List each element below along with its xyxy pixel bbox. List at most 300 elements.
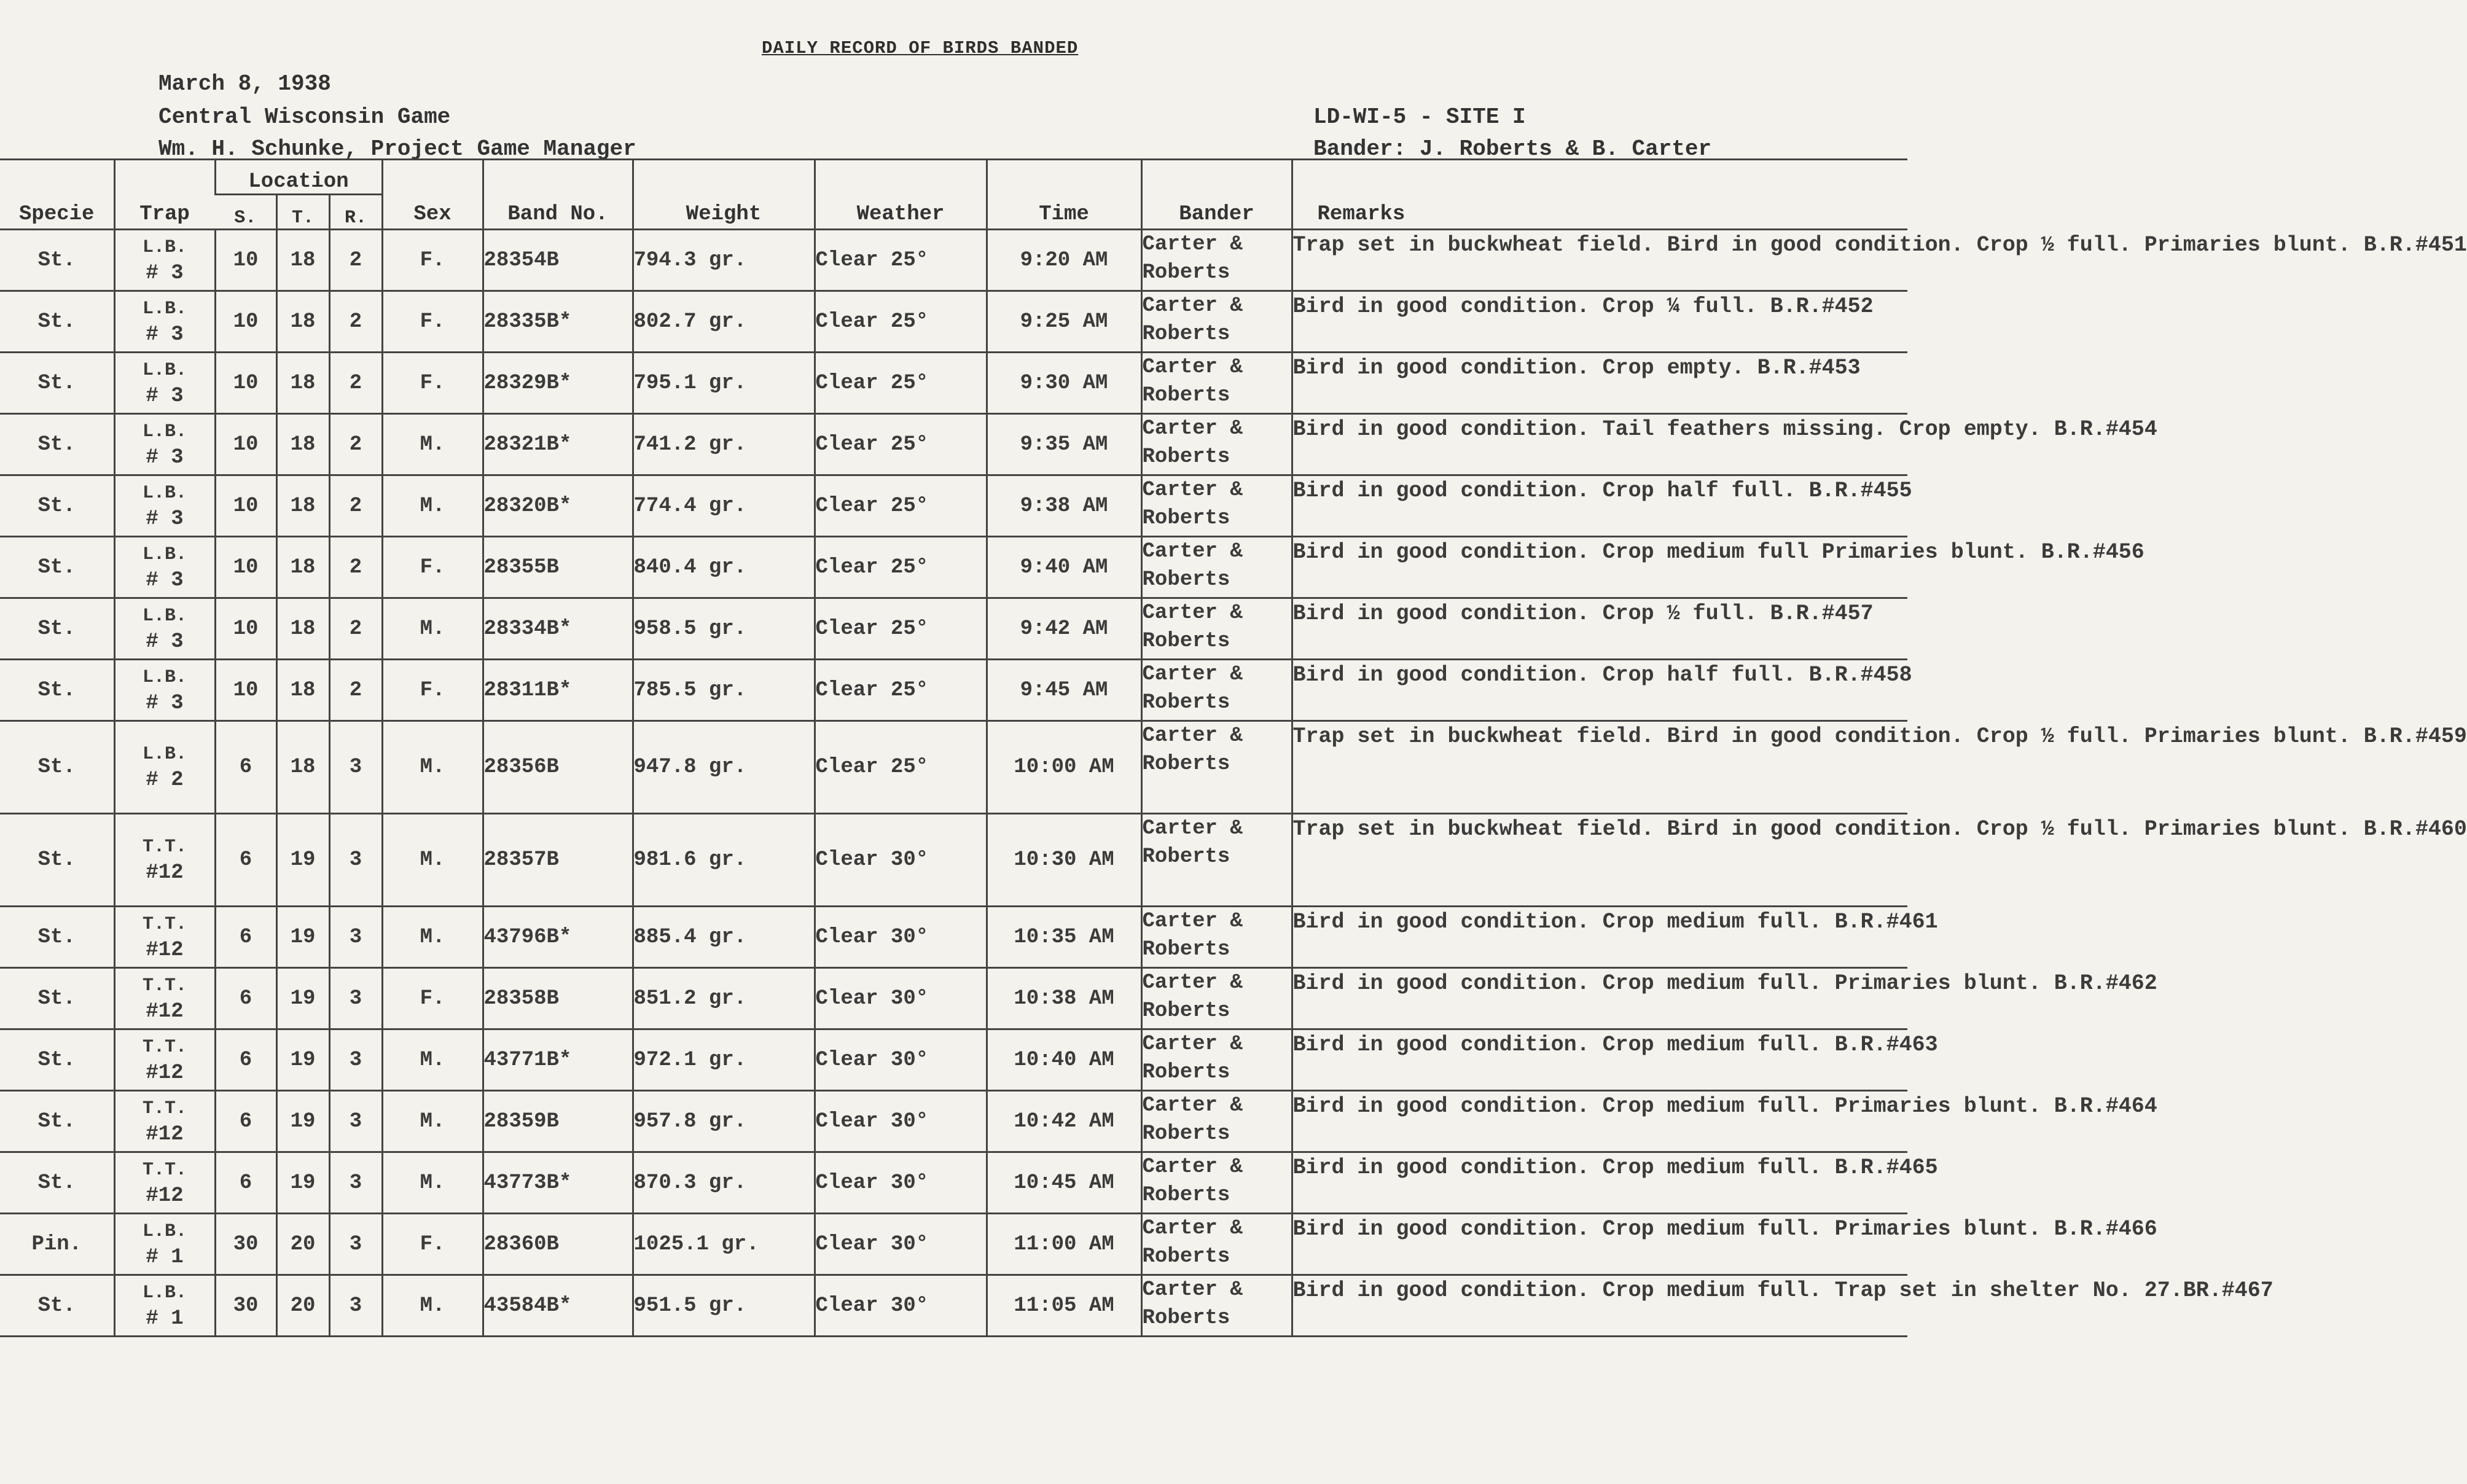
- township-cell: 19: [276, 968, 329, 1029]
- bander-line-2: Roberts: [1142, 322, 1230, 346]
- specie-cell: St.: [0, 660, 114, 721]
- trap-type: L.B.: [142, 744, 187, 765]
- table-row: [0, 291, 1907, 353]
- band-number-cell: 28359B: [483, 1091, 633, 1152]
- remarks-cell: Bird in good condition. Crop ¼ full. B.R.#452: [1292, 291, 1907, 353]
- time-cell: 9:30 AM: [987, 353, 1141, 414]
- trap-number: # 3: [146, 507, 184, 531]
- trap-cell: [114, 1275, 215, 1337]
- band-number-cell: 43796B*: [483, 907, 633, 968]
- weight-cell: 957.8 gr.: [633, 1091, 815, 1152]
- band-number-cell: 28356B: [483, 721, 633, 814]
- band-number-cell: 43584B*: [483, 1275, 633, 1337]
- bander-cell: [1141, 660, 1292, 721]
- specie-cell: St.: [0, 353, 114, 414]
- sex-cell: F.: [382, 291, 483, 353]
- band-number-cell: 28321B*: [483, 414, 633, 475]
- table-row: [0, 1029, 1907, 1091]
- weight-cell: 785.5 gr.: [633, 660, 815, 721]
- remarks-cell: Bird in good condition. Crop medium full. Primaries blunt. B.R.#464: [1292, 1091, 1907, 1152]
- trap-cell: [114, 598, 215, 660]
- range-cell: 3: [329, 1214, 382, 1275]
- sex-cell: F.: [382, 230, 483, 291]
- range-cell: 3: [329, 1275, 382, 1337]
- trap-type: L.B.: [142, 359, 187, 381]
- weather-cell: Clear 30°: [815, 1152, 987, 1214]
- weather-cell: Clear 25°: [815, 537, 987, 598]
- township-cell: 19: [276, 814, 329, 907]
- section-cell: 10: [215, 660, 276, 721]
- specie-cell: Pin.: [0, 1214, 114, 1275]
- section-cell: 10: [215, 291, 276, 353]
- bander-line-1: Carter &: [1142, 1278, 1243, 1302]
- bander-cell: [1141, 353, 1292, 414]
- specie-cell: St.: [0, 968, 114, 1029]
- weather-cell: Clear 25°: [815, 598, 987, 660]
- col-weight: Weight: [633, 160, 815, 230]
- range-cell: 3: [329, 968, 382, 1029]
- time-cell: 9:25 AM: [987, 291, 1141, 353]
- trap-number: # 3: [146, 568, 184, 592]
- weather-cell: Clear 25°: [815, 291, 987, 353]
- col-band-no: Band No.: [483, 160, 633, 230]
- township-cell: 20: [276, 1275, 329, 1337]
- band-number-cell: 28320B*: [483, 475, 633, 537]
- sex-cell: F.: [382, 353, 483, 414]
- time-cell: 9:20 AM: [987, 230, 1141, 291]
- band-number-cell: 28354B: [483, 230, 633, 291]
- bander-line-2: Roberts: [1142, 1245, 1230, 1268]
- remarks-cell: Bird in good condition. Crop empty. B.R.#453: [1292, 353, 1907, 414]
- specie-cell: St.: [0, 537, 114, 598]
- band-number-cell: 28335B*: [483, 291, 633, 353]
- col-trap: Trap: [114, 160, 215, 230]
- section-cell: 6: [215, 721, 276, 814]
- time-cell: 9:38 AM: [987, 475, 1141, 537]
- bander-cell: [1141, 907, 1292, 968]
- weight-cell: 972.1 gr.: [633, 1029, 815, 1091]
- trap-type: L.B.: [142, 666, 187, 688]
- band-number-cell: 43773B*: [483, 1152, 633, 1214]
- sex-cell: M.: [382, 1152, 483, 1214]
- remarks-cell: Trap set in buckwheat field. Bird in good condition. Crop ½ full. Primaries blunt. B.R.#451: [1292, 230, 1907, 291]
- weight-cell: 851.2 gr.: [633, 968, 815, 1029]
- range-cell: 2: [329, 353, 382, 414]
- col-time: Time: [987, 160, 1141, 230]
- bander-line-1: Carter &: [1142, 540, 1243, 563]
- bander-line-2: Roberts: [1142, 845, 1230, 869]
- bander-line-2: Roberts: [1142, 999, 1230, 1023]
- weather-cell: Clear 30°: [815, 814, 987, 907]
- table-row: [0, 1152, 1907, 1214]
- trap-cell: [114, 414, 215, 475]
- range-cell: 3: [329, 1029, 382, 1091]
- bander-cell: [1141, 1275, 1292, 1337]
- time-cell: 11:00 AM: [987, 1214, 1141, 1275]
- bander-line-2: Roberts: [1142, 1184, 1230, 1207]
- section-cell: 10: [215, 598, 276, 660]
- bander-cell: [1141, 721, 1292, 814]
- trap-type: L.B.: [142, 1282, 187, 1303]
- remarks-cell: Bird in good condition. Crop ½ full. B.R.#457: [1292, 598, 1907, 660]
- weather-cell: Clear 25°: [815, 353, 987, 414]
- bander-line-2: Roberts: [1142, 630, 1230, 653]
- remarks-cell: Bird in good condition. Crop medium full. Trap set in shelter No. 27.BR.#467: [1292, 1275, 1907, 1337]
- weight-cell: 885.4 gr.: [633, 907, 815, 968]
- sex-cell: F.: [382, 1214, 483, 1275]
- weight-cell: 958.5 gr.: [633, 598, 815, 660]
- specie-cell: St.: [0, 291, 114, 353]
- sex-cell: F.: [382, 537, 483, 598]
- band-number-cell: 28360B: [483, 1214, 633, 1275]
- bander-cell: [1141, 598, 1292, 660]
- bander-line-2: Roberts: [1142, 384, 1230, 407]
- remarks-cell: Bird in good condition. Crop medium full. B.R.#465: [1292, 1152, 1907, 1214]
- trap-number: # 1: [146, 1245, 184, 1269]
- band-number-cell: 28329B*: [483, 353, 633, 414]
- section-cell: 10: [215, 230, 276, 291]
- col-bander: Bander: [1141, 160, 1292, 230]
- township-cell: 18: [276, 353, 329, 414]
- table-row: [0, 968, 1907, 1029]
- weight-cell: 981.6 gr.: [633, 814, 815, 907]
- weather-cell: Clear 25°: [815, 414, 987, 475]
- col-specie: Specie: [0, 160, 114, 230]
- sex-cell: M.: [382, 1275, 483, 1337]
- bander-line-1: Carter &: [1142, 663, 1243, 686]
- section-cell: 6: [215, 1152, 276, 1214]
- trap-type: T.T.: [142, 913, 187, 935]
- trap-number: #12: [146, 938, 184, 962]
- trap-number: # 3: [146, 261, 184, 285]
- bander-line-1: Carter &: [1142, 1155, 1243, 1179]
- bander-line-2: Roberts: [1142, 1061, 1230, 1084]
- trap-type: L.B.: [142, 1220, 187, 1242]
- trap-cell: [114, 660, 215, 721]
- table-row: [0, 1275, 1907, 1337]
- sex-cell: F.: [382, 968, 483, 1029]
- bander-cell: [1141, 537, 1292, 598]
- trap-type: L.B.: [142, 482, 187, 504]
- trap-number: # 2: [146, 768, 184, 792]
- bander-line-2: Roberts: [1142, 568, 1230, 592]
- table-row: [0, 721, 1907, 814]
- bander-line-2: Roberts: [1142, 752, 1230, 776]
- band-number-cell: 43771B*: [483, 1029, 633, 1091]
- table-row: [0, 814, 1907, 907]
- range-cell: 3: [329, 721, 382, 814]
- table-row: [0, 414, 1907, 475]
- remarks-cell: Bird in good condition. Crop half full. B.R.#458: [1292, 660, 1907, 721]
- bander-line-2: Roberts: [1142, 1122, 1230, 1146]
- trap-cell: [114, 968, 215, 1029]
- table-row: [0, 1214, 1907, 1275]
- bander-line-1: Carter &: [1142, 971, 1243, 994]
- band-number-cell: 28357B: [483, 814, 633, 907]
- trap-cell: [114, 291, 215, 353]
- sex-cell: M.: [382, 598, 483, 660]
- trap-type: L.B.: [142, 544, 187, 565]
- sex-cell: M.: [382, 1091, 483, 1152]
- time-cell: 10:45 AM: [987, 1152, 1141, 1214]
- township-cell: 19: [276, 1029, 329, 1091]
- range-cell: 3: [329, 814, 382, 907]
- section-cell: 10: [215, 414, 276, 475]
- weight-cell: 774.4 gr.: [633, 475, 815, 537]
- specie-cell: St.: [0, 1275, 114, 1337]
- trap-cell: [114, 814, 215, 907]
- col-remarks: Remarks: [1292, 160, 1907, 230]
- trap-cell: [114, 1214, 215, 1275]
- col-sex: Sex: [382, 160, 483, 230]
- weather-cell: Clear 25°: [815, 230, 987, 291]
- trap-cell: [114, 353, 215, 414]
- table-row: [0, 1091, 1907, 1152]
- bander-cell: [1141, 1029, 1292, 1091]
- weather-cell: Clear 30°: [815, 1029, 987, 1091]
- remarks-cell: Bird in good condition. Crop medium full. Primaries blunt. B.R.#462: [1292, 968, 1907, 1029]
- township-cell: 19: [276, 907, 329, 968]
- table-row: [0, 907, 1907, 968]
- weight-cell: 840.4 gr.: [633, 537, 815, 598]
- trap-cell: [114, 1091, 215, 1152]
- bander-cell: [1141, 968, 1292, 1029]
- specie-cell: St.: [0, 475, 114, 537]
- document-title: DAILY RECORD OF BIRDS BANDED: [762, 38, 1079, 58]
- trap-number: # 3: [146, 630, 184, 654]
- section-cell: 30: [215, 1275, 276, 1337]
- section-cell: 6: [215, 1029, 276, 1091]
- specie-cell: St.: [0, 230, 114, 291]
- bander-cell: [1141, 475, 1292, 537]
- bander-cell: [1141, 291, 1292, 353]
- township-cell: 18: [276, 414, 329, 475]
- trap-number: # 3: [146, 384, 184, 408]
- col-range: R.: [329, 195, 382, 230]
- trap-type: L.B.: [142, 236, 187, 258]
- bander-line-1: Carter &: [1142, 417, 1243, 440]
- range-cell: 2: [329, 537, 382, 598]
- trap-type: T.T.: [142, 975, 187, 996]
- bander-line-2: Roberts: [1142, 261, 1230, 284]
- section-cell: 6: [215, 814, 276, 907]
- trap-cell: [114, 1152, 215, 1214]
- bander-line-2: Roberts: [1142, 1306, 1230, 1330]
- range-cell: 2: [329, 230, 382, 291]
- time-cell: 9:45 AM: [987, 660, 1141, 721]
- remarks-cell: Bird in good condition. Crop medium full Primaries blunt. B.R.#456: [1292, 537, 1907, 598]
- trap-type: L.B.: [142, 421, 187, 442]
- weight-cell: 794.3 gr.: [633, 230, 815, 291]
- trap-type: T.T.: [142, 1098, 187, 1119]
- specie-cell: St.: [0, 907, 114, 968]
- township-cell: 18: [276, 475, 329, 537]
- time-cell: 9:42 AM: [987, 598, 1141, 660]
- specie-cell: St.: [0, 721, 114, 814]
- table-row: [0, 475, 1907, 537]
- trap-type: T.T.: [142, 837, 187, 857]
- weather-cell: Clear 25°: [815, 660, 987, 721]
- table-row: [0, 537, 1907, 598]
- trap-number: #12: [146, 1184, 184, 1208]
- time-cell: 10:35 AM: [987, 907, 1141, 968]
- bander-cell: [1141, 1214, 1292, 1275]
- remarks-cell: Bird in good condition. Crop medium full. Primaries blunt. B.R.#466: [1292, 1214, 1907, 1275]
- sex-cell: M.: [382, 721, 483, 814]
- trap-cell: [114, 475, 215, 537]
- bander-line-1: Carter &: [1142, 233, 1243, 256]
- weather-cell: Clear 30°: [815, 1214, 987, 1275]
- bander-line-1: Carter &: [1142, 1217, 1243, 1240]
- range-cell: 2: [329, 475, 382, 537]
- remarks-cell: Bird in good condition. Crop half full. B.R.#455: [1292, 475, 1907, 537]
- range-cell: 2: [329, 414, 382, 475]
- time-cell: 10:38 AM: [987, 968, 1141, 1029]
- table-row: [0, 660, 1907, 721]
- sex-cell: M.: [382, 414, 483, 475]
- trap-number: # 3: [146, 445, 184, 469]
- bander-line-2: Roberts: [1142, 445, 1230, 469]
- trap-number: #12: [146, 1122, 184, 1146]
- trap-number: # 3: [146, 322, 184, 346]
- township-cell: 18: [276, 660, 329, 721]
- remarks-cell: Trap set in buckwheat field. Bird in good condition. Crop ½ full. Primaries blunt. B.R.#459: [1292, 721, 1907, 814]
- township-cell: 18: [276, 230, 329, 291]
- section-cell: 6: [215, 968, 276, 1029]
- remarks-cell: Bird in good condition. Tail feathers missing. Crop empty. B.R.#454: [1292, 414, 1907, 475]
- trap-cell: [114, 230, 215, 291]
- sex-cell: M.: [382, 1029, 483, 1091]
- time-cell: 9:40 AM: [987, 537, 1141, 598]
- remarks-cell: Bird in good condition. Crop medium full. B.R.#463: [1292, 1029, 1907, 1091]
- time-cell: 11:05 AM: [987, 1275, 1141, 1337]
- time-cell: 10:40 AM: [987, 1029, 1141, 1091]
- trap-number: #12: [146, 999, 184, 1023]
- remarks-cell: Bird in good condition. Crop medium full. B.R.#461: [1292, 907, 1907, 968]
- trap-type: T.T.: [142, 1159, 187, 1181]
- section-cell: 6: [215, 907, 276, 968]
- specie-cell: St.: [0, 814, 114, 907]
- band-number-cell: 28311B*: [483, 660, 633, 721]
- trap-number: # 1: [146, 1306, 184, 1330]
- sex-cell: M.: [382, 907, 483, 968]
- table-row: [0, 353, 1907, 414]
- col-section: S.: [215, 195, 276, 230]
- township-cell: 18: [276, 291, 329, 353]
- bander-line-1: Carter &: [1142, 910, 1243, 933]
- bander-cell: [1141, 814, 1292, 907]
- bander-line-1: Carter &: [1142, 601, 1243, 625]
- weight-cell: 1025.1 gr.: [633, 1214, 815, 1275]
- weight-cell: 802.7 gr.: [633, 291, 815, 353]
- specie-cell: St.: [0, 1091, 114, 1152]
- bander-line-1: Carter &: [1142, 817, 1243, 840]
- table-row: [0, 230, 1907, 291]
- range-cell: 2: [329, 660, 382, 721]
- bander-line-2: Roberts: [1142, 938, 1230, 961]
- bander-line-2: Roberts: [1142, 507, 1230, 530]
- sex-cell: F.: [382, 660, 483, 721]
- trap-number: #12: [146, 1061, 184, 1085]
- weight-cell: 951.5 gr.: [633, 1275, 815, 1337]
- table-row: [0, 598, 1907, 660]
- weather-cell: Clear 30°: [815, 907, 987, 968]
- trap-cell: [114, 1029, 215, 1091]
- trap-cell: [114, 537, 215, 598]
- site-code: LD-WI-5 - SITE I: [1313, 104, 1526, 130]
- trap-cell: [114, 721, 215, 814]
- weight-cell: 795.1 gr.: [633, 353, 815, 414]
- section-cell: 30: [215, 1214, 276, 1275]
- specie-cell: St.: [0, 1152, 114, 1214]
- time-cell: 10:30 AM: [987, 814, 1141, 907]
- bander-line-1: Carter &: [1142, 1094, 1243, 1117]
- project-manager: Wm. H. Schunke, Project Game Manager: [158, 136, 636, 162]
- trap-type: T.T.: [142, 1036, 187, 1058]
- trap-type: L.B.: [142, 605, 187, 627]
- bander-cell: [1141, 230, 1292, 291]
- trap-number: #12: [146, 861, 184, 885]
- trap-cell: [114, 907, 215, 968]
- bander-cell: [1141, 1152, 1292, 1214]
- section-cell: 10: [215, 537, 276, 598]
- specie-cell: St.: [0, 598, 114, 660]
- bander-cell: [1141, 414, 1292, 475]
- banding-table: [0, 158, 2467, 1337]
- time-cell: 9:35 AM: [987, 414, 1141, 475]
- weight-cell: 870.3 gr.: [633, 1152, 815, 1214]
- weather-cell: Clear 30°: [815, 1091, 987, 1152]
- col-location: Location: [215, 160, 382, 195]
- time-cell: 10:42 AM: [987, 1091, 1141, 1152]
- bander-line-1: Carter &: [1142, 1033, 1243, 1056]
- organization: Central Wisconsin Game: [158, 104, 451, 130]
- township-cell: 19: [276, 1152, 329, 1214]
- col-township: T.: [276, 195, 329, 230]
- specie-cell: St.: [0, 414, 114, 475]
- col-weather: Weather: [815, 160, 987, 230]
- township-cell: 18: [276, 537, 329, 598]
- sex-cell: M.: [382, 814, 483, 907]
- weight-cell: 741.2 gr.: [633, 414, 815, 475]
- range-cell: 3: [329, 1152, 382, 1214]
- bander-line-1: Carter &: [1142, 356, 1243, 379]
- bander-cell: [1141, 1091, 1292, 1152]
- range-cell: 3: [329, 907, 382, 968]
- section-cell: 10: [215, 475, 276, 537]
- township-cell: 20: [276, 1214, 329, 1275]
- section-cell: 6: [215, 1091, 276, 1152]
- bander-line-1: Carter &: [1142, 294, 1243, 318]
- bander-line-2: Roberts: [1142, 691, 1230, 714]
- township-cell: 18: [276, 598, 329, 660]
- weight-cell: 947.8 gr.: [633, 721, 815, 814]
- time-cell: 10:00 AM: [987, 721, 1141, 814]
- weather-cell: Clear 30°: [815, 1275, 987, 1337]
- bander-names: Bander: J. Roberts & B. Carter: [1313, 136, 1712, 162]
- bander-line-1: Carter &: [1142, 478, 1243, 502]
- record-date: March 8, 1938: [158, 71, 331, 96]
- bander-line-1: Carter &: [1142, 724, 1243, 748]
- weather-cell: Clear 25°: [815, 475, 987, 537]
- township-cell: 18: [276, 721, 329, 814]
- specie-cell: St.: [0, 1029, 114, 1091]
- band-number-cell: 28358B: [483, 968, 633, 1029]
- band-number-cell: 28334B*: [483, 598, 633, 660]
- trap-type: L.B.: [142, 298, 187, 319]
- sex-cell: M.: [382, 475, 483, 537]
- remarks-cell: Trap set in buckwheat field. Bird in good condition. Crop ½ full. Primaries blunt. B.R.#460: [1292, 814, 1907, 907]
